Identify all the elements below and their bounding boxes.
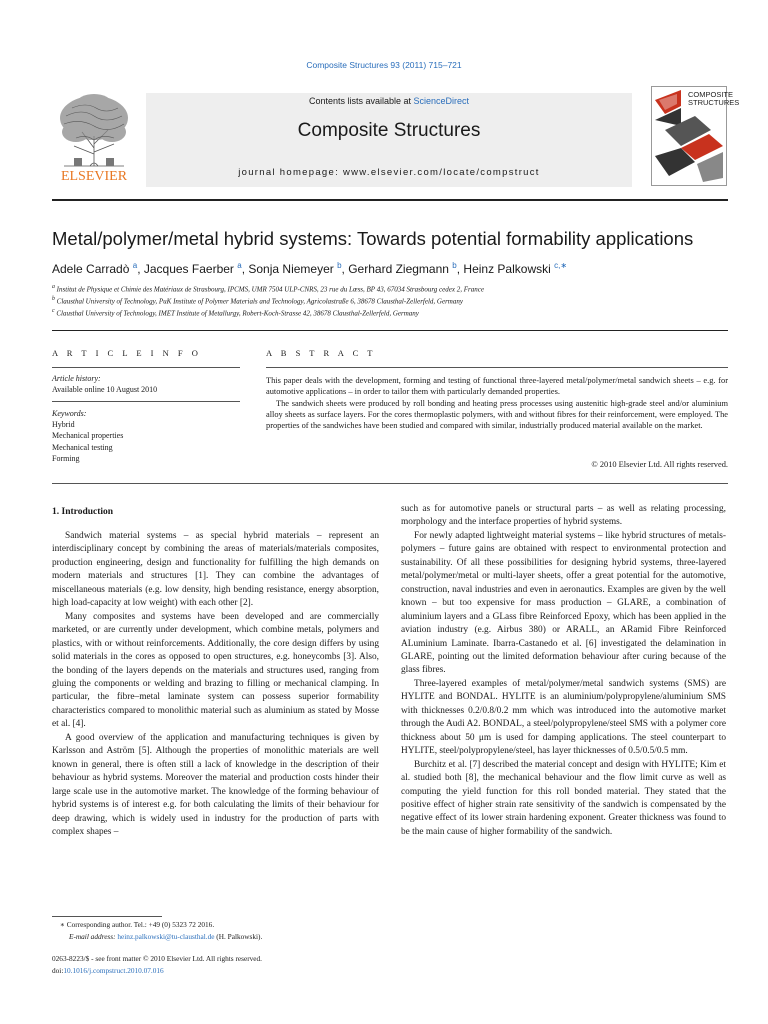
keyword-item: Forming xyxy=(52,454,80,463)
doi-line xyxy=(52,966,164,975)
journal-homepage[interactable]: journal homepage: www.elsevier.com/locate/compstruct xyxy=(238,167,540,178)
abstract-paragraph: The sandwich sheets were produced by roll bonding and heating press processes using austenitic high-grade steel and/or aluminium alloy sheets as surface layers. For the cores thermoplastic polymers, with and without fibres for their reinforcement, were employed. The properties of the sandwiches have been studied and compared with similar, industrially produced material available on the market. xyxy=(266,398,728,431)
keyword-item: Hybrid xyxy=(52,420,75,429)
email-label: E-mail address: xyxy=(69,932,118,941)
abstract-rule xyxy=(266,367,728,368)
author-name: Gerhard Ziegmann xyxy=(348,262,449,276)
body-paragraph: Many composites and systems have been developed and are commercially marketed, or are currently under development, which combine metals, polymers and plastics, with or without reinforcements. Additionally, the core design differs by using solid materials in the cores as opposed to open structures, e.g. honeycombs [3]. Also, the bonding of the layers depends on the materials and structures used, ranging from gluing the components or welding and brazing to filling or mechanical clamping. In particular, the fibre–metal laminate system can possess superior formability characteristics compared to monolithic material such as aluminium as stated by Mosse et al. [4]. xyxy=(52,611,379,730)
doi-label: doi: xyxy=(52,966,64,975)
title-block-rule xyxy=(52,330,728,331)
email-link[interactable]: heinz.palkowski@tu-clausthal.de xyxy=(117,932,215,941)
article-info-rule xyxy=(52,367,240,368)
history-label: Article history: xyxy=(52,374,101,383)
abstract-body xyxy=(266,375,728,431)
body-paragraph: Sandwich material systems – as special hybrid materials – represent an interdisciplinary concept by combining the areas of materials/materials composites, production engineering, design and functionality for fulfilling the high demands on modern materials and structures [1]. They can combine the advantages of miscellaneous materials (e.g. low density, high bending resistance, energy absorption, high load-capacity at low weight) with each other [2]. xyxy=(52,531,379,609)
contents-line xyxy=(146,96,632,106)
sciencedirect-link[interactable]: ScienceDirect xyxy=(413,96,470,106)
affiliation-a: $^a$ Institut de Physique et Chimie des Matériaux de Strasbourg, IPCMS, UMR 7504 ULP-CNRS, 23 rue du Lœss, BP 43, 67034 Strasbourg cedex 2, France xyxy=(52,284,484,294)
cover-title-line1: COMPOSITE xyxy=(688,90,734,99)
body-paragraph: such as for automotive panels or structural parts – as well as relating processing, morphology and the interface properties of hybrid systems. xyxy=(401,504,726,528)
email-suffix: (H. Palkowski). xyxy=(214,932,263,941)
author-name: Sonja Niemeyer xyxy=(248,262,334,276)
journal-cover-thumbnail[interactable] xyxy=(651,86,740,186)
author-name: Adele Carradò xyxy=(52,262,130,276)
author-name: Heinz Palkowski xyxy=(463,262,551,276)
keyword-item: Mechanical properties xyxy=(52,431,124,440)
keywords-rule xyxy=(52,401,240,402)
author-affiliation-mark[interactable]: b xyxy=(337,261,342,270)
abstract-heading: A B S T R A C T xyxy=(266,348,376,358)
abstract-bottom-rule xyxy=(52,483,728,484)
cover-title-line2: STRUCTURES xyxy=(688,98,740,107)
email-note xyxy=(69,932,262,941)
body-paragraph: Three-layered examples of metal/polymer/metal sandwich systems (SMS) are HYLITE and BONDAL. HYLITE is an aluminium/polypropylene/aluminium SMS with thicknesses 0.2/0.8/0.2 mm which was introduced into the automotive market through the Audi A2. BONDAL, a steel/polypropylene/steel SMS with a polymer core thickness about 50 μm is used for damping applications. The steel counterpart to HYLITE, steel/polypropylene/steel, has layer thicknesses of 0.5/0.5/0.5 mm. xyxy=(401,678,726,757)
section-heading: 1. Introduction xyxy=(52,507,114,517)
history-value: Available online 10 August 2010 xyxy=(52,385,158,394)
journal-reference[interactable]: Composite Structures 93 (2011) 715–721 xyxy=(306,60,462,70)
author-affiliation-mark[interactable]: b xyxy=(452,261,457,270)
elsevier-wordmark: ELSEVIER xyxy=(60,169,128,184)
author-affiliation-mark[interactable]: c,∗ xyxy=(554,261,568,270)
doi-link[interactable]: 10.1016/j.compstruct.2010.07.016 xyxy=(63,966,164,975)
keyword-item: Mechanical testing xyxy=(52,443,113,452)
elsevier-tree-logo xyxy=(52,88,136,183)
affiliation-b: $^b$ Clausthal University of Technology, PuK Institute of Polymer Materials and Technology, Agricolastraße 6, 38678 Clausthal-Zellerfeld, Germany xyxy=(52,296,463,306)
author-affiliation-mark[interactable]: a xyxy=(132,261,138,270)
author-name: Jacques Faerber xyxy=(143,262,234,276)
footnote-rule xyxy=(52,916,162,917)
body-column-left xyxy=(52,530,379,839)
body-paragraph: For newly adapted lightweight material systems – like hybrid structures of metals-polymers – future gains are obtained with respect to environmental protection and sustainability. Of all these possibilities for designing hybrid systems, three-layered metal/polymer/metal or multi-layer sheets, offer a great potential for the automotive, construction, naval industries and even in aeronautics. Examples are given by the well known – but too expensive for mass production – GLARE, a combination of aluminium layers and a GLass fibre Reinforced Epoxy, which has been applied in the aviation industry (e.g. Airbus 380) or ARALL, an ARamid Fibre Reinforced ALuminium Laminate. Ibarra-Castanedo et al. [6] investigated the delamination in GLARE, pointing out the limited deformation behaviour after curing because of the glass fibres. xyxy=(401,530,726,676)
journal-name: Composite Structures xyxy=(297,120,481,141)
header-rule xyxy=(52,199,728,201)
author-affiliation-mark[interactable]: a xyxy=(237,261,242,270)
affiliation-c: $^c$ Clausthal University of Technology, IMET Institute of Metallurgy, Robert-Koch-Strasse 42, 38678 Clausthal-Zellerfeld, Germany xyxy=(52,308,419,318)
abstract-copyright: © 2010 Elsevier Ltd. All rights reserved. xyxy=(591,460,728,469)
body-paragraph: A good overview of the application and manufacturing techniques is given by Karlsson and Aström [5]. Although the properties of monolithic materials are well known in general, there is often still a lack of knowledge in the description of their behaviour as hybrid systems. Moreover the material and production costs hinder their large scale use in the automotive market. The knowledge of the forming behaviour of hybrid systems is of interest e.g. for both calculating the limits of their behaviour for deep drawing, which is widely used in industry for the production of parts with complex shapes – xyxy=(52,732,379,837)
body-paragraph: Burchitz et al. [7] described the material concept and design with HYLITE; Kim et al. studied both [8], the mechanical behaviour and the flow limit curve as well as computing the yield function for this roll bonded material. They stated that the positive effect of higher strain rate sensitivity of the sandwich is compensated by the negative effect of its lower strain hardening exponent. Greater thickness was found to be the main cause of higher formability of the sandwich. xyxy=(401,759,726,837)
body-column-right xyxy=(401,503,726,839)
keywords-label: Keywords: xyxy=(52,409,87,418)
author-list: Adele Carradò $^a$, Jacques Faerber $^a$, Sonja Niemeyer $^b$, Gerhard Ziegmann $^b$, Heinz Palkowski $^{c,∗}$ xyxy=(52,261,568,276)
article-info-heading: A R T I C L E I N F O xyxy=(52,348,202,358)
article-title: Metal/polymer/metal hybrid systems: Towards potential formability applications xyxy=(52,228,694,249)
contents-prefix: Contents lists available at xyxy=(308,96,414,106)
abstract-paragraph: This paper deals with the development, forming and testing of functional three-layered metal/polymer/metal sandwich sheets – e.g. for automotive applications – in order to tailor them with particularly demanded properties. xyxy=(266,376,728,397)
corresponding-author-note: ∗ Corresponding author. Tel.: +49 (0) 5323 72 2016. xyxy=(60,920,215,929)
issn-line: 0263-8223/$ - see front matter © 2010 Elsevier Ltd. All rights reserved. xyxy=(52,954,263,963)
